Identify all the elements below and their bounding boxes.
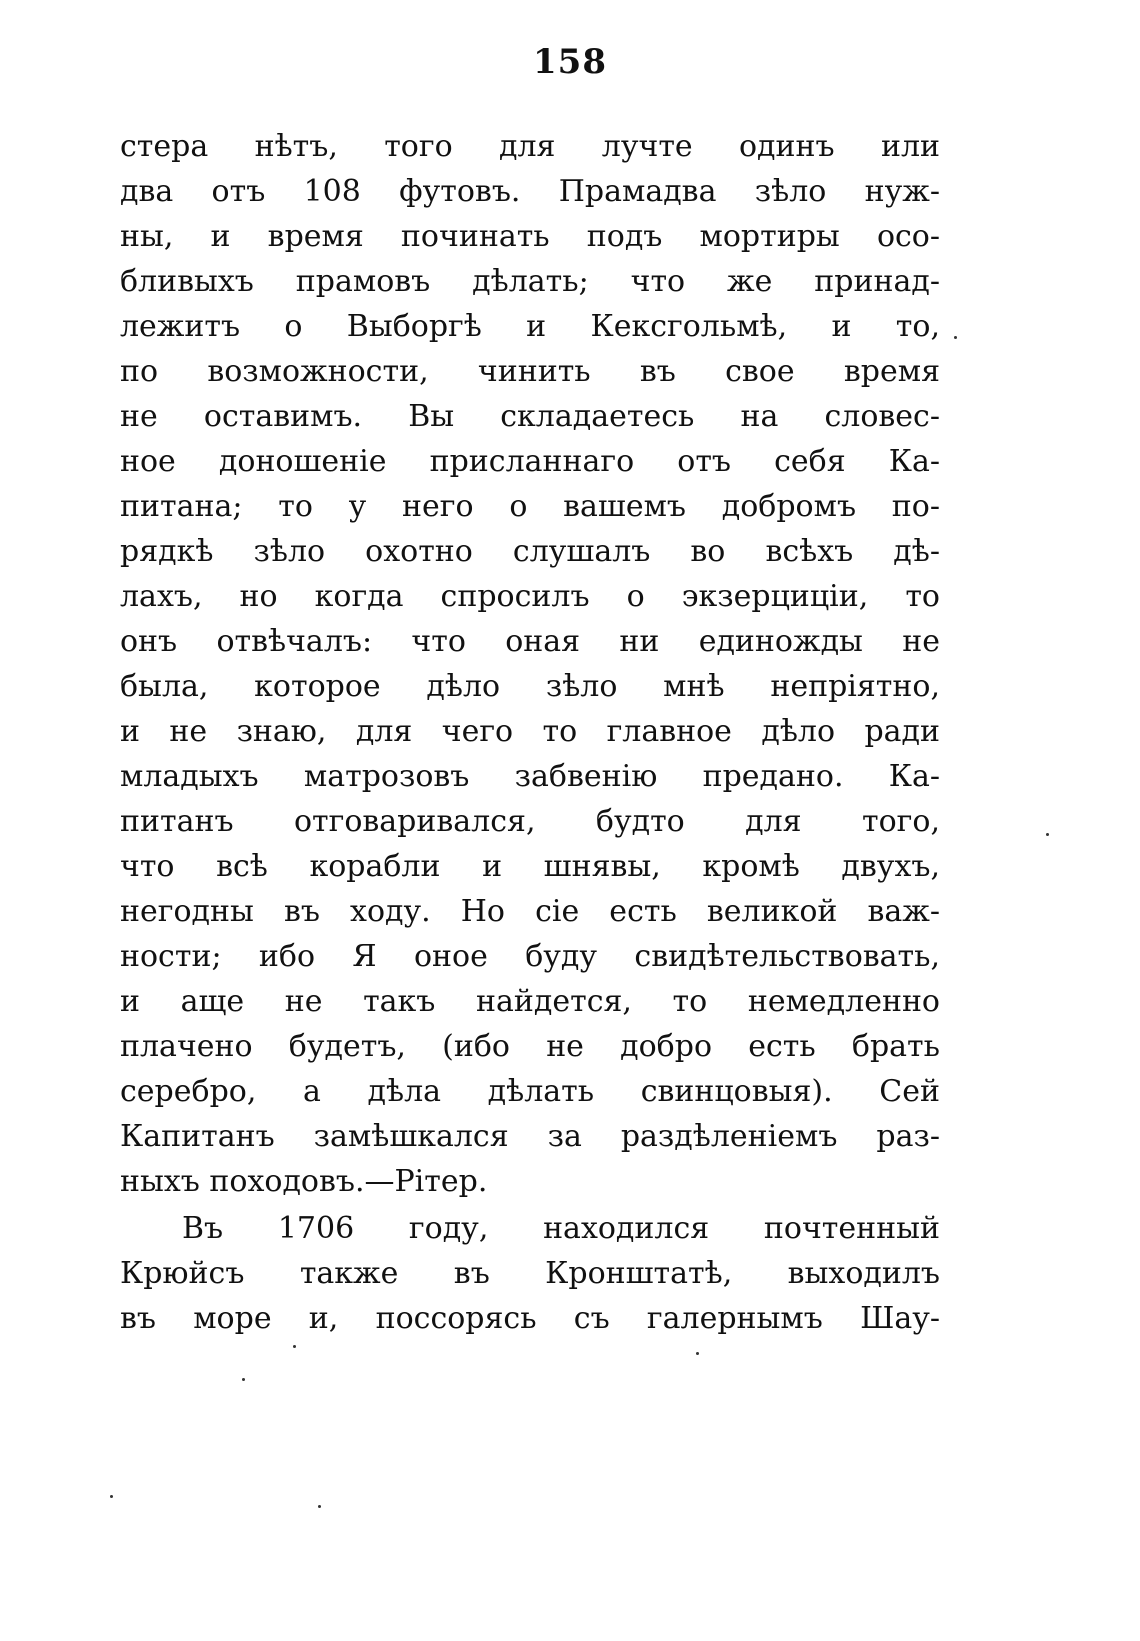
text-line: плачено будетъ, (ибо не добро есть брать <box>120 1029 940 1064</box>
text-line: ности; ибо Я оное буду свидѣтельствовать, <box>120 939 940 974</box>
text-line: и не знаю, для чего то главное дѣло ради <box>120 714 940 749</box>
text-line: онъ отвѣчалъ: что оная ни единожды не <box>120 624 940 659</box>
scan-speck <box>1046 833 1049 836</box>
text-line: серебро, а дѣла дѣлать свинцовыя). Сей <box>120 1074 940 1109</box>
text-line: стера нѣтъ, того для лучте одинъ или <box>120 129 940 164</box>
text-line: лахъ, но когда спросилъ о экзерциціи, то <box>120 579 940 614</box>
scan-speck <box>696 1352 699 1355</box>
scan-speck <box>293 1345 296 1348</box>
text-line: лежитъ о Выборгѣ и Кексгольмѣ, и то, <box>120 309 940 344</box>
text-line: питана; то у него о вашемъ добромъ по- <box>120 489 940 524</box>
page-number: 158 <box>533 42 607 82</box>
scan-speck <box>242 1378 245 1381</box>
text-line: ное доношеніе присланнаго отъ себя Ка- <box>120 444 940 479</box>
text-line: бливыхъ прамовъ дѣлать; что же принад- <box>120 264 940 299</box>
body-text <box>120 124 940 1341</box>
text-line: была, которое дѣло зѣло мнѣ непріятно, <box>120 669 940 704</box>
text-line: младыхъ матрозовъ забвенію предано. Ка- <box>120 759 940 794</box>
scan-speck <box>318 1505 321 1508</box>
text-line: не оставимъ. Вы складаетесь на словес- <box>120 399 940 434</box>
text-line: ны, и время починать подъ мортиры осо- <box>120 219 940 254</box>
text-line-signature: ныхъ походовъ.—Piтeр. <box>120 1164 488 1199</box>
text-line: рядкѣ зѣло охотно слушалъ во всѣхъ дѣ- <box>120 534 940 569</box>
text-line: что всѣ корабли и шнявы, кромѣ двухъ, <box>120 849 940 884</box>
text-line: и аще не такъ найдется, то немедленно <box>120 984 940 1019</box>
text-line: питанъ отговаривался, будто для того, <box>120 804 940 839</box>
text-line: негодны въ ходу. Но сіе есть великой важ- <box>120 894 940 929</box>
text-line: Капитанъ замѣшкался за раздѣленіемъ раз- <box>120 1119 940 1154</box>
text-line: Крюйсъ также въ Кронштатѣ, выходилъ <box>120 1256 940 1291</box>
text-line: два отъ 108 футовъ. Прамадва зѣло нуж- <box>120 174 940 209</box>
text-line: по возможности, чинить въ свое время <box>120 354 940 389</box>
scan-speck <box>110 1495 113 1498</box>
paragraph-start-line: Въ 1706 году, находился почтенный <box>182 1211 940 1246</box>
text-line: въ море и, поссорясь съ галернымъ Шау- <box>120 1301 940 1336</box>
scan-speck <box>954 336 957 339</box>
